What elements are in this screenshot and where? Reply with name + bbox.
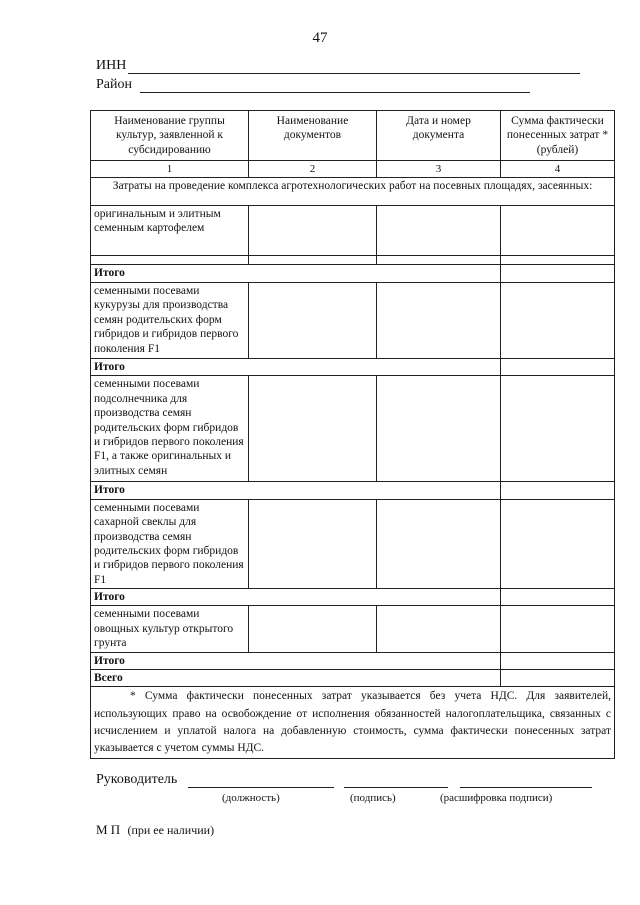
region-field[interactable] (140, 92, 530, 93)
column-number: 4 (501, 161, 615, 178)
column-header-date-number: Дата и номер документа (377, 111, 501, 161)
documents-cell[interactable] (249, 206, 377, 256)
subtotal-row (91, 482, 615, 499)
group-name: семенными посевами овощных культур открытого грунта (91, 606, 249, 652)
subtotal-amount-cell[interactable] (501, 652, 615, 669)
table-row (91, 283, 615, 359)
position-field[interactable] (188, 787, 334, 788)
expenses-table (90, 110, 615, 759)
documents-cell[interactable] (249, 283, 377, 359)
section-title: Затраты на проведение комплекса агротехнологических работ на посевных площадях, засеянных: (91, 178, 615, 206)
group-name: семенными посевами сахарной свеклы для производства семян родительских форм гибридов и гибридов первого поколения F1 (91, 499, 249, 588)
amount-cell[interactable] (501, 606, 615, 652)
table-header-row (91, 111, 615, 161)
page-number: 47 (312, 30, 328, 46)
decoding-field[interactable] (460, 787, 592, 788)
column-header-group: Наименование группы культур, заявленной к субсидированию (91, 111, 249, 161)
amount-cell[interactable] (501, 376, 615, 482)
date-number-cell[interactable] (377, 283, 501, 359)
stamp-note: (при ее наличии) (127, 823, 215, 837)
date-number-cell[interactable] (377, 376, 501, 482)
amount-cell[interactable] (501, 206, 615, 256)
subtotal-amount-cell[interactable] (501, 589, 615, 606)
stamp-line (96, 822, 214, 838)
decoding-caption: (расшифровка подписи) (440, 792, 553, 804)
total-label: Всего (91, 669, 501, 686)
position-caption: (должность) (222, 792, 280, 804)
documents-cell[interactable] (249, 376, 377, 482)
group-name: семенными посевами подсолнечника для производства семян родительских форм гибридов и гибридов первого поколения F1, а также оригинальных и элитных семян (91, 376, 249, 482)
subtotal-amount-cell[interactable] (501, 359, 615, 376)
inn-field[interactable] (128, 73, 580, 74)
date-number-cell[interactable] (377, 499, 501, 588)
date-number-cell[interactable] (377, 206, 501, 256)
subtotal-label: Итого (91, 589, 501, 606)
amount-cell[interactable] (501, 499, 615, 588)
column-number: 1 (91, 161, 249, 178)
group-name: оригинальным и элитным семенным картофелем (91, 206, 249, 256)
subtotal-row (91, 652, 615, 669)
stamp-label: М П (96, 822, 121, 837)
region-label: Район (96, 77, 132, 92)
signature-field[interactable] (344, 787, 448, 788)
signature-caption: (подпись) (350, 792, 396, 804)
total-amount-cell[interactable] (501, 669, 615, 686)
documents-cell[interactable] (249, 606, 377, 652)
group-name: семенными посевами кукурузы для производства семян родительских форм гибридов и гибридов первого поколения F1 (91, 283, 249, 359)
subtotal-row (91, 589, 615, 606)
table-row (91, 206, 615, 256)
column-header-amount: Сумма фактически понесенных затрат * (рублей) (501, 111, 615, 161)
table-row (91, 606, 615, 652)
subtotal-row (91, 359, 615, 376)
table-spacer-row (91, 256, 615, 265)
subtotal-label: Итого (91, 265, 501, 283)
column-number: 2 (249, 161, 377, 178)
date-number-cell[interactable] (377, 606, 501, 652)
amount-cell[interactable] (501, 283, 615, 359)
inn-label: ИНН (96, 58, 127, 73)
documents-cell[interactable] (249, 499, 377, 588)
subtotal-amount-cell[interactable] (501, 265, 615, 283)
subtotal-label: Итого (91, 652, 501, 669)
table-row (91, 376, 615, 482)
column-numbers-row (91, 161, 615, 178)
footnote-row (91, 687, 615, 759)
head-label: Руководитель (96, 772, 178, 787)
subtotal-row (91, 265, 615, 283)
footnote: * Сумма фактически понесенных затрат указывается без учета НДС. Для заявителей, использующих право на освобождение от исполнения обязанностей налогоплательщика, связанных с исчислением и уплатой налога на добавленную стоимость, сумма фактически понесенных затрат указывается с учетом суммы НДС. (91, 687, 615, 759)
subtotal-label: Итого (91, 482, 501, 499)
column-number: 3 (377, 161, 501, 178)
table-row (91, 499, 615, 588)
column-header-documents: Наименование документов (249, 111, 377, 161)
subtotal-amount-cell[interactable] (501, 482, 615, 499)
section-row (91, 178, 615, 206)
subtotal-label: Итого (91, 359, 501, 376)
total-row (91, 669, 615, 686)
